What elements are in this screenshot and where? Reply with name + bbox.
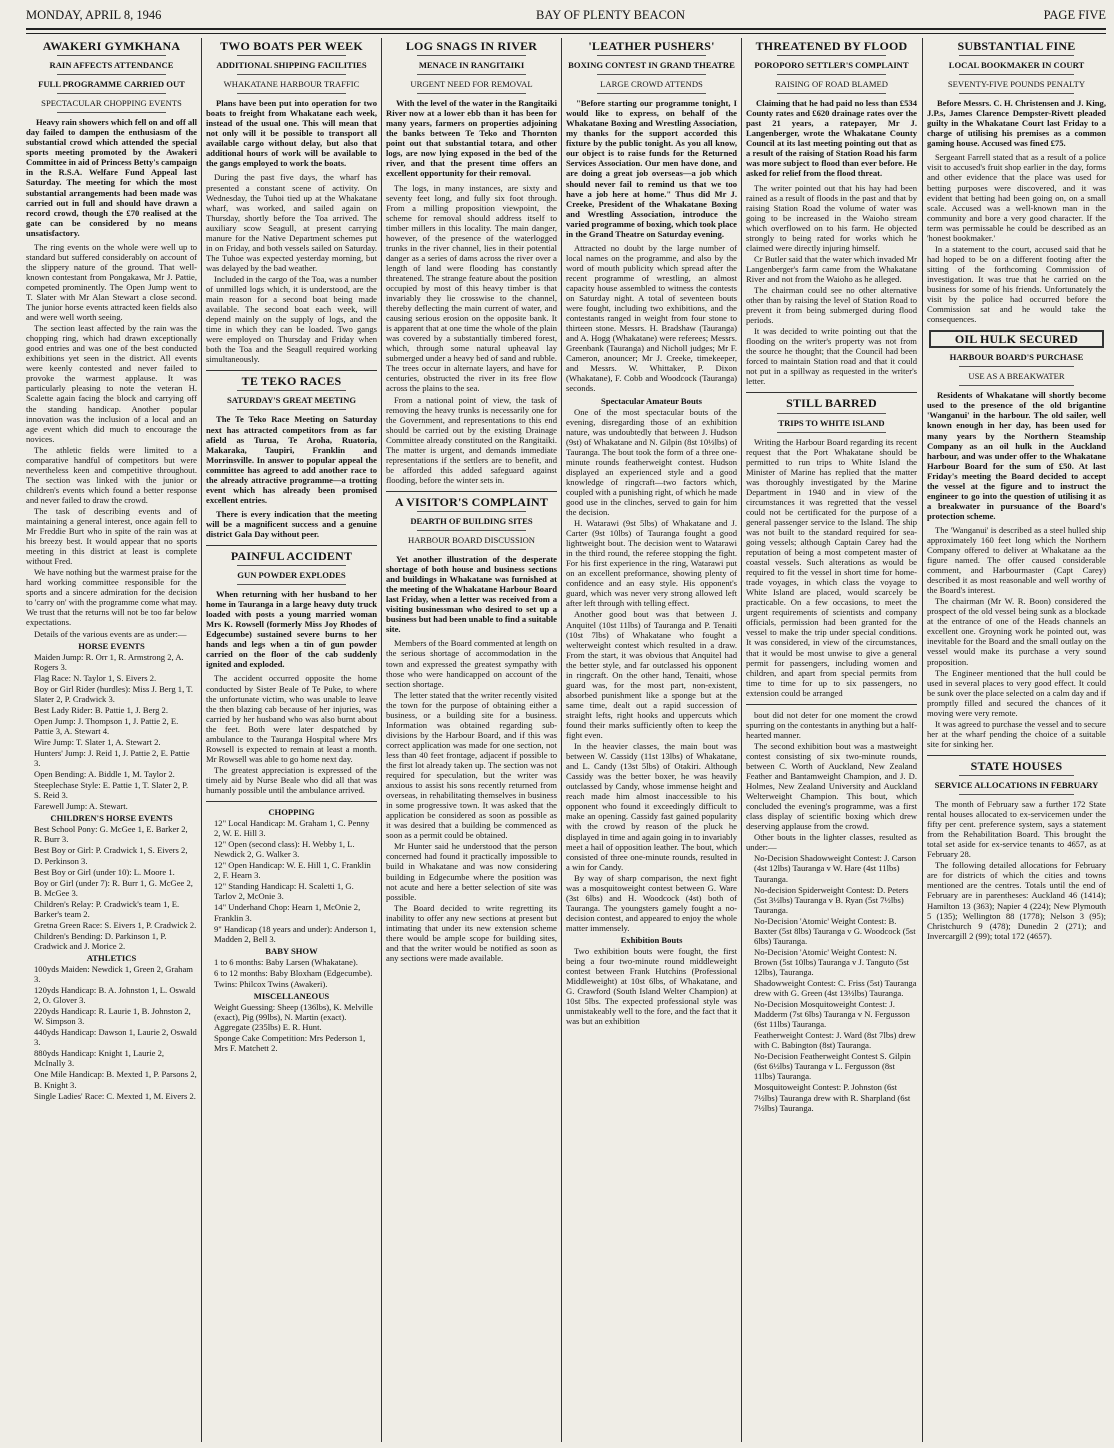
column-6	[927, 39, 1106, 1443]
paragraph: The writer pointed out that his hay had been rained as a result of floods in the past and that by raising Station Road the volume of water was going to be increased in the Waioho stream which overflowed on to his farm. He objected strongly to being rated for works which he claimed were directly injuring himself.	[746, 182, 917, 253]
article-lead: Plans have been put into operation for two boats to freight from Whakatane each week, instead of the usual one. This will mean that not only will it be possible to transport all available cargo without delay, but also that additional hours of work will be available to the gangs employed to work the boats.	[206, 98, 377, 169]
paragraph: It was agreed to purchase the vessel and to secure her at the wharf pending the choice of a suitable site for sinking her.	[927, 718, 1106, 749]
paragraph: Mr Hunter said he understood that the person concerned had found it practically impossible to build in Whakatane and was now considering building in Edgecumbe where the position was not acute and here a better selection of site was possible.	[386, 841, 557, 902]
paragraph: Sergeant Farrell stated that as a result of a police visit to accused's fruit shop earlier in the day, forms and other evidence that the place was used for betting purposes were discovered, and it was evident that betting had been going on, on a small scale. Accused was a well-known man in the community and bore a very good character. If the term was permissable he could be described as an 'honest bookmaker.'	[927, 152, 1106, 243]
paragraph: The chairman could see no other alternative other than by raising the level of Station Road to prevent it from being submerged during flood periods.	[746, 284, 917, 326]
paragraph: By way of sharp comparison, the next fight was a mosquitoweight contest between G. Ware (3st 6lbs) and H. Woodcock (4st) both of Tauranga. The youngsters gamely fought a no-decision contest, and appeared to enjoy the whole matter immensely.	[566, 872, 737, 933]
divider	[597, 74, 706, 75]
article-rule	[927, 755, 1106, 756]
result-item: 1 to 6 months: Baby Larsen (Whakatane).	[214, 956, 358, 967]
paragraph: The second exhibition bout was a mastweight contest consisting of six two-minute rounds, between C. Worth of Auckland, New Zealand Feather and Bantamweight Champion, and J. D. Holmes, New Zealand University and Auckland Welterweight Champion. This bout, which concluded the evening's programme, was a first class display of scientific boxing which drew deserving applause from the crowd.	[746, 740, 917, 832]
paragraph: In the heavier classes, the main bout was between W. Cassidy (11st 13lbs) of Whakatane, and L. Candy (13st 5lbs) of Otakiri. Although Cassidy was the better boxer, he was heavily outclassed by Candy, whose immense height and reach made him almost inaccessible to his opponent who found it exceedingly difficult to make an opening. Cassidy fast gained popularity with the crowd by reason of the pluck he displayed in time and again going in to invariably meet a hail of opposition leather. The bout, which consisted of three one-minute rounds, resulted in a win for Candy.	[566, 741, 737, 872]
divider	[237, 390, 346, 391]
paragraph: The task of describing events and of maintaining a general interest, once again fell to Mr Freddie Burt who in spite of the rain was at his breezy best. It would appear that no sports meeting in this district at least is complete without Fred.	[26, 505, 197, 567]
article-rule	[206, 801, 377, 802]
article-headline: LOG SNAGS IN RIVER	[405, 39, 538, 53]
article-subhead: HARBOUR BOARD'S PURCHASE	[949, 352, 1084, 363]
article-subhead: ADDITIONAL SHIPPING FACILITIES	[216, 60, 367, 71]
result-item: Children's Bending: D. Parkinson 1, P. Cradwick and J. Morice 2.	[34, 930, 167, 951]
article-rule	[206, 545, 377, 546]
result-item: 12" Standing Handicap: H. Scaletti 1, G. Tarlov 2, McOnie 3.	[214, 881, 354, 902]
section-heading: CHILDREN'S HORSE EVENTS	[50, 813, 173, 824]
article-subhead: SERVICE ALLOCATIONS IN FEBRUARY	[934, 780, 1099, 790]
result-item: 120yds Handicap: B. A. Johnston 1, L. Oswald 2, O. Glover 3.	[34, 985, 196, 1006]
paragraph: The chairman (Mr W. R. Boon) considered the prospect of the old vessel being sunk as a blockade at the entrance of one of the Heads channels an excellent one. Groyning work he pointed out, was inevitable for the Board and the small outlay on the vessel would make its purchase a very sound proposition.	[927, 596, 1106, 667]
article-subhead: POROPORO SETTLER'S COMPLAINT	[754, 60, 909, 71]
article-subhead: HARBOUR BOARD DISCUSSION	[407, 535, 536, 546]
divider	[597, 93, 706, 94]
result-item: 12" Local Handicap: M. Graham 1, C. Penny 2, W. E. Hill 3.	[214, 818, 370, 839]
article-headline: STILL BARRED	[786, 396, 877, 411]
paragraph: The Engineer mentioned that the hull could be used in several places to very good effect. It could be sunk over the place selected on a calm day and if promptly filled and secured the chances of it moving were very remote.	[927, 667, 1106, 718]
paragraph: The athletic fields were limited to a comparative handful of competitors but were nevertheless keen and competitive throughout. The section was linked with the junior or children's events which found a better response and never failed to draw the crowd.	[26, 444, 197, 505]
article-subhead: MENACE IN RANGITAIKI	[418, 60, 525, 71]
divider	[237, 565, 346, 566]
divider	[777, 432, 886, 433]
article-subhead: BOXING CONTEST IN GRAND THEATRE	[568, 60, 735, 71]
article-subhead: RAIN AFFECTS ATTENDANCE	[49, 60, 174, 71]
divider	[57, 55, 166, 56]
issue-date: MONDAY, APRIL 8, 1946	[26, 8, 162, 22]
result-item: Farewell Jump: A. Stewart.	[34, 801, 128, 812]
divider	[237, 584, 346, 585]
article-headline: A VISITOR'S COMPLAINT	[394, 494, 549, 509]
article-rule	[206, 370, 377, 371]
result-item: Open Jump: J. Thompson 1, J. Pattie 2, E. Pattie 3, A. Stewart 4.	[34, 715, 179, 736]
article-headline: THREATENED BY FLOOD	[755, 39, 908, 53]
result-item: 12" Open (second class): H. Webby 1, L. Newdick 2, G. Walker 3.	[214, 839, 355, 860]
article-lead: Yet another illustration of the desperate shortage of both house and business sections and buildings in Whakatane was furnished at the meeting of the Whakatane Harbour Board last Friday, when a letter was received from a visiting businessman who desired to set up a business but had been unable to find a suitable site.	[386, 554, 557, 635]
result-item: Best Lady Rider: B. Pattie 1, J. Berg 2.	[34, 704, 168, 715]
section-heading: HORSE EVENTS	[78, 640, 145, 651]
paragraph: In a statement to the court, accused said that he had hoped to be on a different footing after the sitting of the forthcoming Commission of investigation. It was true that he carried on the business for some of his friends. Unfortunately the visit by the police had occurred before the Commission sat and he would take the consequences.	[927, 243, 1106, 325]
divider	[959, 775, 1074, 776]
article-subhead: LOCAL BOOKMAKER IN COURT	[948, 60, 1085, 71]
paragraph: bout did not deter for one moment the crowd spurring on the contestants in anything but a half-hearted manner.	[746, 709, 917, 740]
article-lead: The Te Teko Race Meeting on Saturday next has attracted competitors from as far afield as Turua, Te Aroha, Ruatoria, Makaraka, Taupiri, Franklin and Morrinsville. In answer to popular appeal the committee has agreed to add another race to the already attractive programme—a trotting event which has already been promised excellent entries.	[206, 414, 377, 505]
result-item: Wire Jump: T. Slater 1, A. Stewart 2.	[34, 737, 161, 747]
divider	[959, 93, 1074, 94]
divider	[777, 74, 886, 75]
section-heading: Exhibition Bouts	[620, 934, 683, 945]
paragraph: The letter stated that the writer recently visited the town for the purpose of obtaining either a business, or a building site for a business. Information was obtained regarding sub-divisions by the Harbour Board, and if this was correct application was made for one section, not less than 40 feet frontage, adjacent if possible to the first lot already taken up. The section was not required for speculation, but the writer was anxious to assist his sons recently returned from overseas, in rehabilitating themselves in business in some progressive town. It was asked that the application be considered as soon as possible as it was desired that a building be commenced as soon as a permit could be obtained.	[386, 689, 557, 841]
result-item: Weight Guessing: Sheep (136lbs), K. Melville (exact), Pig (99lbs), N. Martin (exact). Aggregate (235lbs) E. R. Hunt.	[214, 1001, 373, 1032]
article-headline: SUBSTANTIAL FINE	[957, 39, 1076, 53]
divider	[417, 511, 526, 512]
column-divider	[741, 38, 742, 1442]
column-1	[26, 39, 197, 1443]
result-item: Featherweight Contest: J. Ward (8st 7lbs) drew with C. Babington (8st) Tauranga.	[754, 1030, 916, 1051]
divider	[57, 112, 166, 113]
result-item: Open Bending: A. Biddle 1, M. Taylor 2.	[34, 769, 175, 780]
paragraph: Details of the various events are as under:—	[34, 628, 187, 639]
result-item: Shadowweight Contest: C. Friss (5st) Tauranga drew with G. Green (4st 13½lbs) Tauranga.	[754, 977, 917, 999]
section-heading: Spectacular Amateur Bouts	[601, 395, 702, 406]
article-headline: TWO BOATS PER WEEK	[220, 39, 363, 53]
paragraph: From a national point of view, the task of removing the heavy trunks is necessarily one for the Government, and representations to this end should be carried out by the existing Drainage Committee already constituted on the Rangitaiki. The matter is urgent, and demands immediate representations if the settlers are to benefit, and be afforded this added safeguard against flooding, before the winter sets in.	[386, 394, 557, 485]
result-item: Best School Pony: G. McGee 1, E. Barker 2, R. Burr 3.	[34, 824, 188, 845]
result-item: Flag Race: N. Taylor 1, S. Eivers 2.	[34, 672, 157, 683]
article-lead: "Before starting our programme tonight, I would like to express, on behalf of the Whakatane Boxing and Wrestling Association, my thanks for the support accorded this fixture by the public tonight. As you all know, our object is to raise funds for the Returned Services Association. Our men have done, and are doing a great job overseas—a job which should never fail to remind us that we too have a job here at home." Thus did Mr J. Creeke, President of the Whakatane Boxing and Wrestling Association, introduce the varied programme of boxing, which took place in the Grand Theatre on Saturday evening.	[566, 98, 737, 239]
divider	[959, 74, 1074, 75]
article-lead: When returning with her husband to her home in Tauranga in a large heavy duty truck loaded with posts a young married woman Mrs K. Rowsell (formerly Miss Joy Rhodes of Edgecumbe) sustained severe burns to her hands and legs when a tin of gun powder carried on the floor of the cab suddenly ignited and exploded.	[206, 589, 377, 670]
article-subhead: LARGE CROWD ATTENDS	[600, 79, 703, 90]
divider	[777, 93, 886, 94]
result-item: 220yds Handicap: R. Laurie 1, B. Johnston 2, W. Simpson 3.	[34, 1006, 191, 1027]
divider	[777, 55, 886, 56]
paragraph: It was decided to write pointing out that the flooding on the writer's property was not from the source he thought; that the Council had been forced to maintain Station road and that it could not put in a spillway as requested in the writer's letter.	[746, 326, 917, 387]
article-lead: Residents of Whakatane will shortly become used to the presence of the old brigantine 'Wanganui' in the harbour. The old sailer, well known enough in her day, has been used for many years by the Northern Steamship Company as an oil hulk in the Auckland harbour, and was under offer to the Whakatane Harbour Board for the sum of £50. At last Friday's meeting the Board decided to accept the vessel at the figure and to instruct the engineer to go into the question of utilising it as a breakwater in pursuance of the Board's protection scheme.	[927, 390, 1106, 521]
result-item: Steeplechase Style: E. Pattie 1, T. Slater 2, P. S. Reid 3.	[34, 780, 189, 801]
result-item: Sponge Cake Competition: Mrs Pederson 1, Mrs F. Matchett 2.	[214, 1033, 366, 1054]
divider	[417, 74, 526, 75]
divider	[417, 93, 526, 94]
article-lead: Heavy rain showers which fell on and off all day failed to dampen the enthusiasm of the substantial crowd which attended the special sports meeting promoted by the Awakeri Committee in aid of Princess Betty's campaign in the R.S.A. Welfare Fund Appeal last Saturday. The meeting for which the most substantial arrangements had been made was carried out in full and should have drawn a record crowd, though the £70 realised at the gate can be considered by no means unsatisfactory.	[26, 117, 197, 238]
paragraph: Other bouts in the lighter classes, resulted as under:—	[746, 832, 917, 853]
paragraph: Attracted no doubt by the large number of local names on the programme, and also by the word of mouth publicity which spread after the recent programme of wrestling, an almost capacity house assembled to witness the contests on Saturday night. A total of seventeen bouts were fought, including two exhibitions, and the contestants ranged in weight from four stone to thirteen stone. Messrs. H. Bradshaw (Tauranga) and A. Hogg (Whakatane) were referees; Messrs. Greenbank (Tauranga) and Nicholl judges; Mr F. Cameron, anouncer; Mr J. Creeke, timekeeper, and Messrs. W. Whittaker, P. Dixon (Whakatane), F. Cobb and Woodcock (Tauranga) seconds.	[566, 242, 737, 394]
paragraph: Two exhibition bouts were fought, the first being a four two-minute round middleweight contest between Frank Hutchins (Professional Middleweight) at 10st 6lbs, of Whakatane, and G. Crawford (South Island Welter Champion) at 10st 5lbs. The expected professional style was unmistakeably well to the fore, and the fact that it was but an exhibition	[566, 946, 737, 1027]
article-subhead: DEARTH OF BUILDING SITES	[410, 515, 533, 526]
article-subhead: URGENT NEED FOR REMOVAL	[410, 79, 533, 90]
article-headline: OIL HULK SECURED	[954, 332, 1079, 347]
paragraph: Included in the cargo of the Toa, was a number of unmilled logs which, it is understood, are the main reason for a second boat being made available. The second boat each week, will depend mainly on the supply of logs, and the time in which they can be loaded. Two gangs were employed on Thursday and Friday when both the Toa and the Seagull required working simultaneously.	[206, 273, 377, 365]
article-rule	[386, 491, 557, 492]
result-item: 880yds Handicap: Knight 1, Laurie 2, McInally 3.	[34, 1048, 165, 1069]
divider	[57, 93, 166, 94]
article-lead: Before Messrs. C. H. Christensen and J. King, J.P.s, James Clarence Dempster-Rivett pleaded guilty in the Whakatane Court last Friday to a charge of utilising his premises as a common gaming house. Accused was fined £75.	[927, 98, 1106, 149]
section-heading: ATHLETICS	[86, 952, 137, 963]
paragraph: The logs, in many instances, are sixty and seventy feet long, and fully six foot through. From a milling proposition viewpoint, the scheme for removal should address itself to timber millers in this locality. The main danger, however, of the presence of the waterlogged trunks in the river channel, lies in their potential danger as a series of dams across the river over a length of land were flooding has constantly threatened. The strange feature about the position occupied by most of this heavy timber is that invariably they lie crosswise to the channel, thereby deflecting the main current of water, and causing serious erosion on the opposite bank. It is apparent that at one time the whole of the plain was covered by a substantially timbered forest, which, through some natural upheaval lay submerged under a heavy bed of sand and rubble. The trees occur in alternate layers, and have for centuries, obstructed the river in its free flow across the plains to the sea.	[386, 182, 557, 394]
column-3	[386, 39, 557, 1443]
result-item: No-Decision 'Atomic' Weight Contest: B. Baxter (5st 8lbs) Tauranga v G. Woodcock (5st 6lbs) Tauranga.	[754, 915, 916, 946]
result-item: Mosquitoweight Contest: P. Johnston (6st 7½lbs) Tauranga drew with R. Sharpland (6st 7½lbs) Tauranga.	[754, 1082, 911, 1113]
paragraph: The following detailed allocations for February are for districts of which the cities and towns mentioned are the centres. Totals until the end of February are in parentheses: Auckland 46 (1414); Hamilton 13 (363); Napier 4 (224); New Plymouth 5 (135); Wellington 88 (1778); Nelson 3 (95); Christchurch 9 (478); Dunedin 2 (271); and Invercargill 2 (99); total 172 (4657).	[927, 860, 1106, 941]
paragraph: The accident occurred opposite the home conducted by Sister Beale of Te Puke, to where the unfortunate victim, who was unable to leave the then blazing cab because of her injuries, was carried by her husband who was also burnt about the feet. Both were later despatched by ambulance to the Tauranga Hospital where Mrs Rowsell is expected to remain at least a month. Mr Rowsell was able to go home next day.	[206, 673, 377, 764]
result-item: No-Decision Mosquitoweight Contest: J. Madderm (7st 6lbs) Tauranga v N. Fergusson (6st 11lbs) Tauranga.	[754, 999, 910, 1030]
article-subhead: SEVENTY-FIVE POUNDS PENALTY	[947, 79, 1086, 90]
paragraph: Another good bout was that between J. Anquitel (10st 11lbs) of Tauranga and P. Tenaiti (10st 7lbs) of Whakatane who fought a welterweight contest which resulted in a draw. From the start, it was obvious that Anquitel had the better style, and far outclassed his opponent in ringcraft. On the other hand, Tenaiti, whose guard was, for the most part, non-existent, absorbed punishment like a sponge but at the same time, dealt out a rapid succession of straight lefts, right hooks and uppercuts which found their marks sufficiently often to keep the fight even.	[566, 609, 737, 741]
article-headline: STATE HOUSES	[970, 758, 1063, 773]
paragraph: Members of the Board commented at length on the serious shortage of accommodation in the town and expressed the greatest sympathy with those who were handicapped on account of the section shortage.	[386, 638, 557, 689]
result-item: Best Boy or Girl: P. Cradwick 1, S. Eivers 2, D. Perkinson 3.	[34, 845, 188, 866]
result-item: No-Decision 'Atomic' Weight Contest: N. Brown (5st 10lbs) Tauranga v J. Tanguto (5st 12lbs), Tauranga.	[754, 946, 910, 977]
divider	[237, 409, 346, 410]
page-number: PAGE FIVE	[1043, 8, 1106, 22]
article-rule	[746, 392, 917, 393]
newspaper-name: BAY OF PLENTY BEACON	[536, 8, 685, 22]
result-item: One Mile Handicap: B. Mexted 1, P. Parsons 2, B. Knight 3.	[34, 1069, 197, 1090]
article-subhead: SPECTACULAR CHOPPING EVENTS	[41, 98, 182, 109]
article-headline: PAINFUL ACCIDENT	[230, 549, 353, 564]
result-item: 440yds Handicap: Dawson 1, Laurie 2, Oswald 3.	[34, 1027, 197, 1048]
article-lead: There is every indication that the meeting will be a magnificent success and a genuine district Gala Day without peer.	[206, 508, 377, 539]
column-5	[746, 39, 917, 1443]
article-lead: With the level of the water in the Rangitaiki River now at a lower ebb than it has been for many years, farmers on properties adjoining the banks between Te Teko and Thornton point out that substantial totara, and other logs, are now lying exposed in the bed of the river, and that the present time offers an excellent opportunity for their removal.	[386, 98, 557, 179]
paragraph: The month of February saw a further 172 State rental houses allocated to ex-servicemen under the fifty per cent. preference system, says a statement from the Rehabilitation Board. This brought the total set aside for ex-service tenants to 4657, as at February 28.	[927, 799, 1106, 860]
paragraph: During the past five days, the wharf has presented a constant scene of activity. On Wednesday, the Tuhoi tied up at the Whakatane wharf, was worked, and sailed again on Thursday, shortly before the Toa arrived. The auxiliary scow Seagull, at present carrying manure for the Native Department schemes put in on Friday, and both vessels sailed on Saturday. The Tuhoe was expected yesterday morning, but was delayed by the bad weather.	[206, 172, 377, 273]
divider	[237, 55, 346, 56]
article-subhead: TRIPS TO WHITE ISLAND	[778, 417, 885, 428]
divider	[237, 74, 346, 75]
headline-box	[929, 330, 1104, 348]
column-divider	[922, 38, 923, 1442]
masthead-rule	[26, 28, 1106, 30]
paragraph: Cr Butler said that the water which invaded Mr Langenberger's farm came from the Whakatane River and not from the Waioho as he alleged.	[746, 253, 917, 284]
divider	[417, 530, 526, 531]
paragraph: H. Watarawi (9st 5lbs) of Whakatane and J. Carter (9st 10lbs) of Tauranga fought a good lightweight bout. The decision went to Watarawi in the third round, the referee stopping the fight. For his first experience in the ring, Watarawi put on an excellent preformance, showing plenty of confidence and an easy style. His opponent's guard, which was never very strong allowed left after left through with telling effect.	[566, 518, 737, 609]
section-heading: BABY SHOW	[265, 945, 318, 956]
divider	[57, 74, 166, 75]
paragraph: The 'Wanganui' is described as a steel hulled ship approximately 160 feet long which the Northern Company offered to deliver at Whakatane aa the figure named. The offer caused considerable comment, and Harbourmaster (Capt Carey) described it as most reasonable and well worthy of the Board's interest.	[927, 524, 1106, 596]
result-item: Gretna Green Race: S. Eivers 1, P. Cradwick 2.	[34, 919, 197, 930]
column-divider	[561, 38, 562, 1442]
result-item: Boy or Girl (under 7): R. Burr 1, G. McGee 2, B. McGee 3.	[34, 877, 193, 898]
paragraph: The Board decided to write regretting its inability to offer any new sections at present but intimating that under its new extension scheme there would be ample scope for building sites, and that the writer would be notified as soon as any sections were made available.	[386, 902, 557, 963]
divider	[959, 55, 1074, 56]
article-subhead: GUN POWDER EXPLODES	[237, 570, 346, 581]
result-item: Hunters' Jump: J. Reid 1, J. Pattie 2, E. Pattie 3.	[34, 748, 190, 769]
column-4	[566, 39, 737, 1443]
article-subhead: USE AS A BREAKWATER	[968, 371, 1065, 382]
result-item: 14" Underhand Chop: Hearn 1, McOnie 2, Franklin 3.	[214, 902, 361, 923]
article-headline: 'LEATHER PUSHERS'	[588, 39, 715, 53]
article-subhead: FULL PROGRAMME CARRIED OUT	[38, 79, 185, 90]
column-2	[206, 39, 377, 1443]
result-item: Boy or Girl Rider (hurdles): Miss J. Berg 1, T. Slater 2, P. Cradwick 3.	[34, 683, 193, 704]
divider	[959, 794, 1074, 795]
section-heading: MISCELLANEOUS	[253, 990, 330, 1001]
article-subhead: WHAKATANE HARBOUR TRAFFIC	[223, 79, 360, 90]
divider	[777, 413, 886, 414]
result-item: Twins: Philcox Twins (Awakeri).	[214, 978, 328, 989]
masthead	[26, 8, 1106, 26]
divider	[959, 366, 1074, 367]
column-divider	[201, 38, 202, 1442]
divider	[959, 385, 1074, 386]
result-item: Maiden Jump: R. Orr 1, R. Armstrong 2, A. Rogers 3.	[34, 651, 184, 672]
paragraph: Writing the Harbour Board regarding its recent request that the Port Whakatane should be permitted to run trips to White Island the Minister of Marine has replied that the matter was thoroughly investigated by the Marine Department in 1940 and in view of the circumstances it was regretted that the vessel could not be certificated for the purpose of a general passenger service to the Island. The ship was not built to the standard required for sea-going vessels; although Captain Carey had the reputation of being a most competent master of coastal vessels. Such alterations as would be required to fit the vessel in short time for home-trade voyages, in which class the voyage to White Island are placed, would scarcely be practicable. On a few occasions, to meet the urgent requirements of scientists and company officials, permission had been granted for the vessel to make the trip under special conditions. It was considered, in view of the circumstances, that it would be most unwise to give a general permit for passengers, including women and children, and apart from special permits from time to time for up to six passengers, no extension could be arranged	[746, 436, 917, 698]
divider	[597, 55, 706, 56]
result-item: Children's Relay: P. Cradwick's team 1, E. Barker's team 2.	[34, 898, 180, 919]
result-item: No-Decision Featherweight Contest S. Gilpin (6st 6½lbs) Tauranga v L. Fergusson (8st 11lbs) Tauranga.	[754, 1051, 911, 1082]
article-headline: TE TEKO RACES	[241, 374, 342, 389]
result-item: 6 to 12 months: Baby Bloxham (Edgecumbe).	[214, 967, 373, 978]
result-item: 100yds Maiden: Newdick 1, Green 2, Graham 3.	[34, 963, 193, 985]
article-headline: AWAKERI GYMKHANA	[42, 39, 181, 53]
paragraph: The section least affected by the rain was the chopping ring, which had drawn exceptionally good entries and was one of the best conducted exhibitions yet seen in the district. All events were keenly contested and never failed to provoke the warmest applause. It was particularly pleasing to note the veteran H. Scalette again facing the block and carrying off the standing handicap. Another popular innovation was the inclusion of a local and an age event which did much to encourage the novices.	[26, 323, 197, 444]
divider	[417, 55, 526, 56]
result-item: Single Ladies' Race: C. Mexted 1, M. Eivers 2.	[34, 1090, 196, 1101]
paragraph: We have nothing but the warmest praise for the hard working committee responsible for the sports and a sincere admiration for the decision to 'carry on' with the programme come what may. We trust that the returns will not be too far below expectations.	[26, 567, 197, 628]
divider	[417, 549, 526, 550]
masthead-rule-thin	[26, 33, 1106, 34]
result-item: Best Boy or Girl (under 10): L. Moore 1.	[34, 866, 175, 877]
article-subhead: RAISING OF ROAD BLAMED	[775, 79, 888, 90]
paragraph: One of the most spectacular bouts of the evening, disregarding those of an exhibition nature, was undoubtedly that between J. Hudson (9st) of Whakatane and N. Gilpin (8st 10½lbs) of Tauranga. The bout took the form of a three one-minute rounds featherweight contest. Hudson displayed an experienced style and a good knowledge of ringcraft—two factors which, coupled with a punishing right, of which he made good use in the clinches, served to gain for him the decision.	[566, 406, 737, 518]
divider	[237, 93, 346, 94]
article-subhead: SATURDAY'S GREAT MEETING	[226, 395, 357, 406]
section-heading: CHOPPING	[268, 807, 315, 818]
article-lead: Claiming that he had paid no less than £534 County rates and £620 drainage rates over the past 21 years, a ratepayer, Mr J. Langenberger, wrote the Whakatane County Council at its last meeting pointing out that as a result of the raising of Station Road his farm was more subject to flood than ever before. He asked for relief from the flood threat.	[746, 98, 917, 179]
paragraph: The ring events on the whole were well up to standard but suffered considerably on account of the slippery nature of the ground. That well-known contestant from Pongakawa, Mr J. Pattie, competed prominently. The Open Jump went to T. Slater with Mr Alan Stewart a close second. The junior horse events attracted keen fields also and were well worth seeing.	[26, 241, 197, 323]
result-item: No-decision Spiderweight Contest: D. Peters (5st 3½lbs) Tauranga v B. Ryan (5st 7½lbs) Tauranga.	[754, 884, 909, 915]
result-item: No-Decision Shadowweight Contest: J. Carson (4st 12lbs) Tauranga v W. Hare (4st 11lbs) Tauranga.	[754, 853, 917, 884]
article-rule	[746, 704, 917, 705]
result-item: 12" Open Handicap: W. E. Hill 1, C. Franklin 2, F. Hearn 3.	[214, 860, 371, 881]
result-item: 9" Handicap (18 years and under): Anderson 1, Madden 2, Bell 3.	[214, 923, 376, 944]
column-divider	[381, 38, 382, 1442]
paragraph: The greatest appreciation is expressed of the timely aid by Nurse Beale who did all that was humanly possible until the ambulance arrived.	[206, 764, 377, 795]
